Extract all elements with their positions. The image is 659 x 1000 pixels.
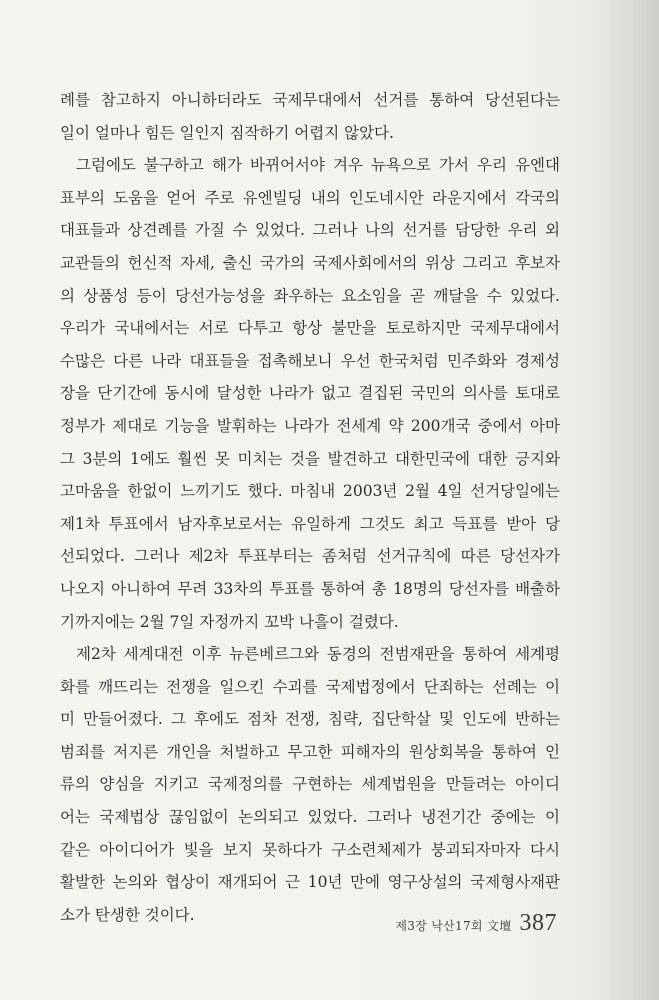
text-line: 어는 국제법상 끊임없이 논의되고 있었다. 그러나 냉전기간 중에는 이 xyxy=(60,808,560,827)
text-line: 류의 양심을 지키고 국제정의를 구현하는 세계법원을 만들려는 아이디 xyxy=(60,775,560,794)
text-line: 정부가 제대로 기능을 발휘하는 나라가 전세계 약 200개국 중에서 아마 xyxy=(60,416,560,435)
page-footer xyxy=(395,910,557,937)
text-line: 나오지 아니하여 무려 33차의 투표를 통하여 총 18명의 당선자를 배출하 xyxy=(60,579,560,598)
text-line: 의 상품성 등이 당선가능성을 좌우하는 요소임을 곧 깨달을 수 있었다. xyxy=(60,286,560,305)
text-line: 화를 깨뜨리는 전쟁을 일으킨 수괴를 국제법정에서 단죄하는 선례는 이 xyxy=(60,677,560,696)
text-line: 례를 참고하지 아니하더라도 국제무대에서 선거를 통하여 당선된다는 xyxy=(60,91,560,109)
paragraph xyxy=(60,149,560,638)
text-line: 선되었다. 그러나 제2차 투표부터는 좀처럼 선거규칙에 따른 당선자가 xyxy=(60,547,560,566)
paragraph xyxy=(60,638,560,931)
text-line: 소가 탄생한 것이다. xyxy=(60,905,195,924)
text-line: 수많은 다른 나라 대표들을 접촉해보니 우선 한국처럼 민주화와 경제성 xyxy=(60,351,560,370)
text-line: 범죄를 저지른 개인을 처벌하고 무고한 피해자의 원상회복을 통하여 인 xyxy=(60,742,560,761)
text-line: 기까지에는 2월 7일 자정까지 꼬박 나흘이 걸렸다. xyxy=(60,612,399,631)
text-line: 장을 단기간에 동시에 달성한 나라가 없고 결집된 국민의 의사를 토대로 xyxy=(60,384,560,403)
text-line: 대표들과 상견례를 가질 수 있었다. 그러나 나의 선거를 담당한 우리 외 xyxy=(60,221,560,240)
page-number: 387 xyxy=(519,910,557,936)
running-header: 제3장 낙산17회 文壇 xyxy=(395,919,512,933)
text-line: 고마움을 한없이 느끼기도 했다. 마침내 2003년 2월 4일 선거당일에는 xyxy=(60,482,560,501)
text-line: 그 3분의 1에도 훨씬 못 미치는 것을 발견하고 대한민국에 대한 긍지와 xyxy=(60,449,560,468)
text-line: 우리가 국내에서는 서로 다투고 항상 불만을 토로하지만 국제무대에서 xyxy=(60,319,560,338)
text-line: 활발한 논의와 협상이 재개되어 근 10년 만에 영구상설의 국제형사재판 xyxy=(60,873,560,892)
paragraph xyxy=(60,84,560,149)
body-text xyxy=(60,84,560,931)
text-line: 일이 얼마나 힘든 일인지 짐작하기 어렵지 않았다. xyxy=(60,123,394,142)
text-line: 같은 아이디어가 빛을 보지 못하다가 구소련체제가 붕괴되자마자 다시 xyxy=(60,840,560,859)
text-line: 그럼에도 불구하고 해가 바뀌어서야 겨우 뉴욕으로 가서 우리 유엔대 xyxy=(76,156,560,175)
text-line: 제1차 투표에서 남자후보로서는 유일하게 그것도 최고 득표를 받아 당 xyxy=(60,514,560,533)
text-line: 미 만들어졌다. 그 후에도 점차 전쟁, 침략, 집단학살 및 인도에 반하는 xyxy=(60,710,560,729)
text-line: 제2차 세계대전 이후 뉴른베르그와 동경의 전범재판을 통하여 세계평 xyxy=(76,645,560,664)
text-line: 표부의 도움을 얻어 주로 유엔빌딩 내의 인도네시안 라운지에서 각국의 xyxy=(60,188,560,207)
text-line: 교관들의 헌신적 자세, 출신 국가의 국제사회에서의 위상 그리고 후보자 xyxy=(60,253,560,272)
